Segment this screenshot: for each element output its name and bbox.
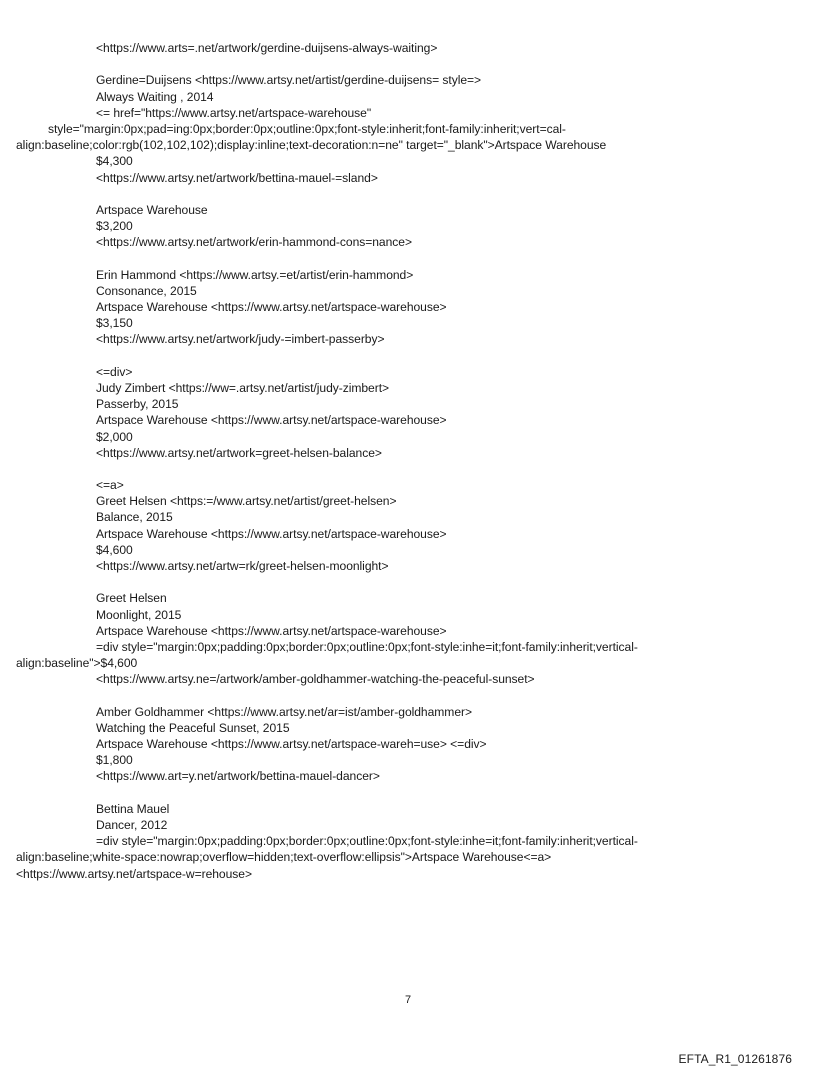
text-line: Greet Helsen <https:=/www.artsy.net/artist/greet-helsen> bbox=[96, 494, 397, 509]
text-line: =div style="margin:0px;padding:0px;border:0px;outline:0px;font-style:inhe=it;font-family:inherit;vertical- bbox=[96, 639, 638, 654]
text-line: Watching the Peaceful Sunset, 2015 bbox=[96, 720, 290, 735]
text-line: align:baseline">$4,600 bbox=[16, 656, 138, 671]
text-line: <https://www.artsy.net/artwork=greet-helsen-balance> bbox=[96, 445, 382, 460]
blank-line bbox=[0, 250, 816, 266]
blank-line bbox=[0, 348, 816, 364]
text-line: <https://www.art=y.net/artwork/bettina-mauel-dancer> bbox=[96, 769, 380, 784]
text-line: <https://www.artsy.net/artw=rk/greet-helsen-moonlight> bbox=[96, 559, 389, 573]
text-line: Balance, 2015 bbox=[96, 510, 173, 525]
text-line: <https://www.artsy.net/artspace-w=rehouse> bbox=[16, 866, 252, 881]
text-line: Moonlight, 2015 bbox=[96, 607, 182, 622]
text-line: <https://www.artsy.net/artwork/erin-hammond-cons=nance> bbox=[96, 235, 412, 250]
text-line: Artspace Warehouse <https://www.artsy.net/artspace-warehouse> bbox=[96, 623, 447, 638]
blank-line bbox=[0, 785, 816, 801]
text-line: align:baseline;color:rgb(102,102,102);display:inline;text-decoration:n=ne" target="_blank">Artspace Warehouse bbox=[16, 138, 607, 153]
text-line: Amber Goldhammer <https://www.artsy.net/ar=ist/amber-goldhammer> bbox=[96, 704, 472, 719]
text-line: align:baseline;white-space:nowrap;overflow=hidden;text-overflow:ellipsis">Artspace Warehouse<=a> bbox=[16, 850, 552, 865]
text-line: Consonance, 2015 bbox=[96, 283, 197, 298]
text-line: $4,300 bbox=[96, 154, 133, 169]
text-line: Passerby, 2015 bbox=[96, 397, 179, 412]
blank-line bbox=[0, 688, 816, 704]
text-line: Gerdine=Duijsens <https://www.artsy.net/artist/gerdine-duijsens= style=> bbox=[96, 73, 482, 88]
blank-line bbox=[0, 56, 816, 72]
text-line: $3,200 bbox=[96, 219, 133, 234]
document-body bbox=[0, 40, 816, 882]
document-id: EFTA_R1_01261876 bbox=[678, 1052, 792, 1066]
blank-line bbox=[0, 461, 816, 477]
text-line: $1,800 bbox=[96, 753, 133, 768]
text-line: <= href="https://www.artsy.net/artspace-warehouse" bbox=[96, 105, 372, 120]
blank-line bbox=[0, 574, 816, 590]
text-line: Artspace Warehouse <https://www.artsy.net/artspace-wareh=use> <=div> bbox=[96, 737, 487, 752]
page-number: 7 bbox=[404, 994, 412, 1006]
text-line: <https://www.artsy.net/artwork/bettina-mauel-=sland> bbox=[96, 170, 378, 185]
text-line: Artspace Warehouse bbox=[96, 202, 208, 217]
text-line: Bettina Mauel bbox=[96, 801, 170, 816]
text-line: $3,150 bbox=[96, 316, 133, 331]
text-line: Artspace Warehouse <https://www.artsy.net/artspace-warehouse> bbox=[96, 526, 447, 541]
blank-line bbox=[0, 186, 816, 202]
text-line: =div style="margin:0px;padding:0px;border:0px;outline:0px;font-style:inhe=it;font-family:inherit;vertical- bbox=[96, 834, 638, 849]
text-line: $4,600 bbox=[96, 542, 133, 557]
text-line: Artspace Warehouse <https://www.artsy.net/artspace-warehouse> bbox=[96, 413, 447, 428]
text-line: Dancer, 2012 bbox=[96, 818, 168, 832]
text-line: <https://www.artsy.ne=/artwork/amber-goldhammer-watching-the-peaceful-sunset> bbox=[96, 672, 535, 687]
text-line: Artspace Warehouse <https://www.artsy.net/artspace-warehouse> bbox=[96, 300, 447, 314]
text-line: Greet Helsen bbox=[96, 591, 167, 606]
text-line: <https://www.arts=.net/artwork/gerdine-duijsens-always-waiting> bbox=[96, 41, 438, 55]
text-line: Judy Zimbert <https://ww=.artsy.net/artist/judy-zimbert> bbox=[96, 380, 390, 395]
text-line: Erin Hammond <https://www.artsy.=et/artist/erin-hammond> bbox=[96, 267, 414, 282]
text-line: $2,000 bbox=[96, 429, 133, 444]
text-line: <https://www.artsy.net/artwork/judy-=imbert-passerby> bbox=[96, 332, 385, 347]
text-line: <=a> bbox=[96, 478, 124, 493]
text-line: <=div> bbox=[96, 364, 133, 379]
text-line: style="margin:0px;pad=ing:0px;border:0px;outline:0px;font-style:inherit;font-family:inherit;vert=cal- bbox=[48, 121, 566, 136]
text-line: Always Waiting , 2014 bbox=[96, 89, 214, 104]
